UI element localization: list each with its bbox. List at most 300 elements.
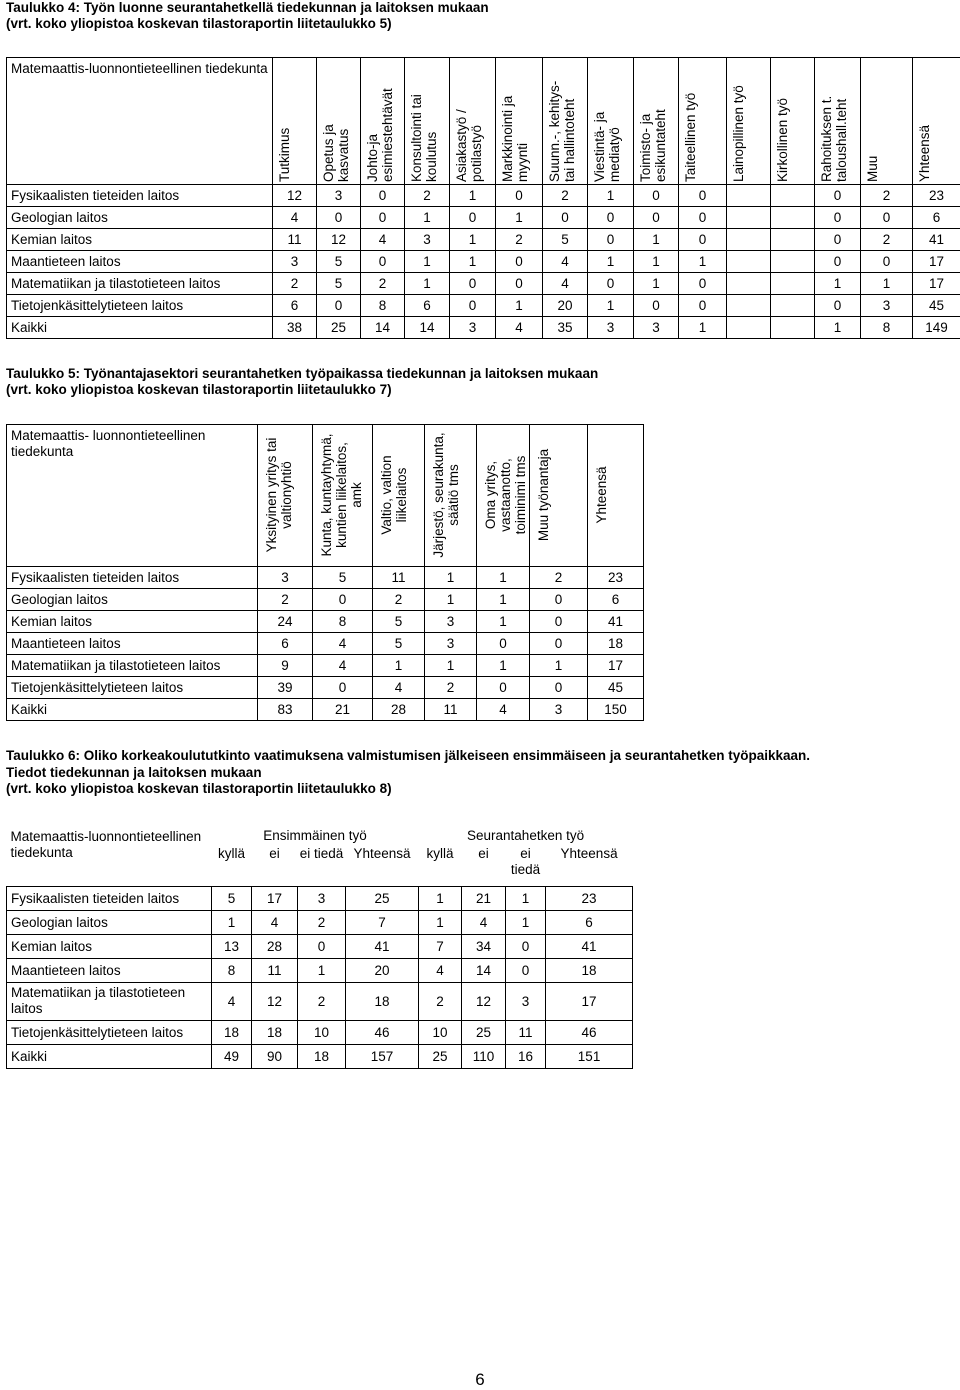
- t5-cell: 0: [313, 589, 373, 611]
- table-5: [6, 424, 644, 721]
- t5-column-header-line: säätiö tms: [446, 464, 461, 526]
- t5-cell: 1: [425, 655, 477, 677]
- t4-cell: 2: [496, 229, 543, 251]
- t4-row-label: Matematiikan ja tilastotieteen laitos: [7, 273, 273, 295]
- t6-cell: 0: [298, 934, 346, 958]
- t4-cell: 0: [361, 207, 405, 229]
- t5-row-label: Maantieteen laitos: [7, 633, 258, 655]
- t5-cell: 0: [530, 589, 588, 611]
- t4-cell: 0: [450, 273, 496, 295]
- t6-cell: 10: [419, 1020, 462, 1044]
- t5-cell: 0: [477, 677, 530, 699]
- t5-cell: 4: [313, 633, 373, 655]
- t4-column-header: [317, 58, 361, 185]
- t6-cell: 28: [252, 934, 298, 958]
- t4-cell: 12: [273, 185, 317, 207]
- t6-cell: 17: [252, 886, 298, 910]
- t4-column-header: [727, 58, 771, 185]
- t5-cell: 2: [530, 567, 588, 589]
- t4-column-header-line: Rahoituksen t.: [819, 95, 834, 182]
- t4-column-header: [861, 58, 913, 185]
- t4-column-header: [634, 58, 679, 185]
- t5-column-header-line: liikelaitos: [394, 467, 409, 523]
- t5-column-header: [425, 425, 477, 567]
- t5-cell: 2: [258, 589, 313, 611]
- t6-cell: 11: [252, 958, 298, 982]
- t5-cell: 41: [588, 611, 644, 633]
- t5-cell: 1: [477, 589, 530, 611]
- t4-cell: 25: [317, 317, 361, 339]
- t5-column-header-line: valtionyhtiö: [279, 461, 294, 529]
- t6-row-label: Tietojenkäsittelytieteen laitos: [7, 1020, 212, 1044]
- t5-cell: 0: [530, 611, 588, 633]
- table-row: [7, 229, 960, 251]
- t4-cell: 3: [861, 295, 913, 317]
- t4-cell: 0: [679, 229, 727, 251]
- t6-cell: 2: [298, 982, 346, 1020]
- t5-row-label: Fysikaalisten tieteiden laitos: [7, 567, 258, 589]
- t4-cell: 2: [861, 185, 913, 207]
- t5-cell: 6: [588, 589, 644, 611]
- t4-cell: 20: [543, 295, 588, 317]
- t5-corner-header: Matemaattis- luonnontieteellinen tiedekunta: [7, 425, 258, 567]
- table-row: [7, 185, 960, 207]
- t4-cell: 0: [861, 207, 913, 229]
- table-row: [7, 1020, 633, 1044]
- t6-cell: 4: [462, 910, 506, 934]
- t6-row-label: Matematiikan ja tilastotieteen laitos: [7, 982, 212, 1020]
- t4-row-label: Fysikaalisten tieteiden laitos: [7, 185, 273, 207]
- table-row: [7, 273, 960, 295]
- t4-cell: 1: [405, 251, 450, 273]
- t5-column-header-line: Yksityinen yritys tai: [264, 437, 279, 553]
- t5-cell: 4: [477, 699, 530, 721]
- t5-column-header-line: Oma yritys,: [483, 460, 498, 530]
- t6-cell: 5: [212, 886, 252, 910]
- t4-column-header-line: Konsultointi tai: [409, 94, 424, 182]
- t5-column-header: [373, 425, 425, 567]
- t4-column-header-line: myynti: [515, 142, 530, 182]
- t4-cell: 0: [679, 207, 727, 229]
- t5-cell: 11: [373, 567, 425, 589]
- t4-cell: [771, 273, 815, 295]
- t4-cell: 5: [543, 229, 588, 251]
- t5-caption-line2: (vrt. koko yliopistoa koskevan tilastoraportin liitetaulukko 7): [6, 382, 392, 397]
- t6-cell: 2: [419, 982, 462, 1020]
- t4-cell: [771, 251, 815, 273]
- t6-cell: 1: [506, 910, 546, 934]
- t6-cell: 11: [506, 1020, 546, 1044]
- t4-cell: 0: [815, 295, 861, 317]
- t4-cell: 0: [361, 251, 405, 273]
- t4-column-header: [405, 58, 450, 185]
- t4-cell: 6: [273, 295, 317, 317]
- t4-cell: 0: [317, 295, 361, 317]
- t4-cell: 0: [815, 229, 861, 251]
- t4-cell: 1: [815, 273, 861, 295]
- t5-cell: 8: [313, 611, 373, 633]
- t4-cell: 0: [815, 251, 861, 273]
- table-4: [6, 57, 960, 339]
- t4-cell: 0: [588, 273, 634, 295]
- t5-column-header-line: Yhteensä: [594, 466, 609, 524]
- t4-cell: 8: [861, 317, 913, 339]
- table-6: [6, 826, 633, 1069]
- t6-corner-header: Matemaattis-luonnontieteellinen tiedekunta: [10, 829, 202, 860]
- t5-row-label: Tietojenkäsittelytieteen laitos: [7, 677, 258, 699]
- t6-cell: 4: [252, 910, 298, 934]
- t6-subheader: Yhteensä: [560, 846, 618, 861]
- t5-cell: 3: [530, 699, 588, 721]
- t4-cell: 6: [405, 295, 450, 317]
- t6-group-first-job: Ensimmäinen työ: [263, 828, 367, 843]
- t4-cell: 0: [496, 273, 543, 295]
- t4-cell: 1: [496, 207, 543, 229]
- t4-column-header-line: Lainopillinen työ: [731, 85, 746, 182]
- t4-cell: 1: [815, 317, 861, 339]
- t6-row-label: Kemian laitos: [7, 934, 212, 958]
- t4-cell: 23: [913, 185, 960, 207]
- t4-cell: 17: [913, 251, 960, 273]
- t6-cell: 18: [212, 1020, 252, 1044]
- t5-cell: 6: [258, 633, 313, 655]
- t6-row-label: Fysikaalisten tieteiden laitos: [7, 886, 212, 910]
- t6-cell: 34: [462, 934, 506, 958]
- t5-cell: 5: [313, 567, 373, 589]
- t4-column-header-line: kasvatus: [336, 128, 351, 182]
- t4-cell: 3: [588, 317, 634, 339]
- t5-cell: 83: [258, 699, 313, 721]
- t4-cell: 1: [679, 251, 727, 273]
- table-row: [7, 589, 644, 611]
- t4-cell: 4: [496, 317, 543, 339]
- t4-column-header: [913, 58, 960, 185]
- t6-cell: 7: [346, 910, 419, 934]
- t6-cell: 3: [298, 886, 346, 910]
- t5-column-header: [313, 425, 373, 567]
- t4-cell: [727, 185, 771, 207]
- t6-subheader: ei tiedä: [510, 846, 541, 877]
- t4-cell: 1: [405, 207, 450, 229]
- t5-cell: 21: [313, 699, 373, 721]
- t5-cell: 1: [425, 567, 477, 589]
- t4-cell: 0: [634, 295, 679, 317]
- t4-caption-line2: (vrt. koko yliopistoa koskevan tilastoraportin liitetaulukko 5): [6, 16, 392, 31]
- t6-cell: 90: [252, 1044, 298, 1068]
- table-row: [7, 934, 633, 958]
- table-row: [7, 699, 644, 721]
- t4-cell: 0: [543, 207, 588, 229]
- t4-cell: 1: [450, 185, 496, 207]
- t6-cell: 1: [298, 958, 346, 982]
- t6-cell: 1: [212, 910, 252, 934]
- t4-cell: 41: [913, 229, 960, 251]
- t4-cell: 0: [450, 295, 496, 317]
- page-number: 6: [475, 1370, 485, 1389]
- t6-row-label: Geologian laitos: [7, 910, 212, 934]
- t6-cell: 1: [506, 886, 546, 910]
- t6-row-label: Kaikki: [7, 1044, 212, 1068]
- t6-cell: 25: [346, 886, 419, 910]
- t4-cell: 38: [273, 317, 317, 339]
- t4-column-header: [496, 58, 543, 185]
- t5-cell: 1: [477, 655, 530, 677]
- t4-cell: [771, 317, 815, 339]
- t6-cell: 49: [212, 1044, 252, 1068]
- t6-group-current-job: Seurantahetken työ: [467, 828, 585, 843]
- t6-subheader: kyllä: [217, 846, 245, 861]
- t4-column-header-line: mediatyö: [607, 127, 622, 182]
- t6-cell: 12: [252, 982, 298, 1020]
- t4-cell: 8: [361, 295, 405, 317]
- t6-cell: 7: [419, 934, 462, 958]
- t4-cell: 35: [543, 317, 588, 339]
- t5-cell: 1: [530, 655, 588, 677]
- t5-column-header: [588, 425, 644, 567]
- t6-cell: 1: [419, 886, 462, 910]
- t4-cell: [727, 229, 771, 251]
- t6-row-label: Maantieteen laitos: [7, 958, 212, 982]
- table-row: [7, 611, 644, 633]
- table-row: [7, 655, 644, 677]
- t6-subheader: ei: [478, 846, 489, 861]
- t4-column-header-line: Tutkimus: [277, 127, 292, 182]
- t5-cell: 3: [425, 633, 477, 655]
- t4-cell: 0: [679, 273, 727, 295]
- t5-cell: 2: [425, 677, 477, 699]
- table-row: [7, 982, 633, 1020]
- t4-column-header-line: tai hallintoteht: [562, 98, 577, 182]
- t6-cell: 0: [506, 958, 546, 982]
- t4-cell: 0: [317, 207, 361, 229]
- t6-cell: 41: [346, 934, 419, 958]
- t6-cell: 23: [546, 886, 633, 910]
- t4-cell: 5: [317, 273, 361, 295]
- t4-cell: 12: [317, 229, 361, 251]
- t5-row-label: Geologian laitos: [7, 589, 258, 611]
- t4-cell: 3: [405, 229, 450, 251]
- t4-cell: 2: [861, 229, 913, 251]
- t4-corner-header: Matemaattis-luonnontieteellinen tiedekunta: [7, 58, 273, 185]
- t4-cell: [727, 251, 771, 273]
- t4-cell: [727, 317, 771, 339]
- t4-caption-line1: Taulukko 4: Työn luonne seurantahetkellä tiedekunnan ja laitoksen mukaan: [6, 0, 489, 15]
- t4-cell: [727, 207, 771, 229]
- t6-subheader: kyllä: [426, 846, 454, 861]
- t4-cell: 0: [815, 207, 861, 229]
- t6-cell: 4: [419, 958, 462, 982]
- t4-column-header-line: Markkinointi ja: [500, 95, 515, 182]
- t4-column-header: [588, 58, 634, 185]
- t6-caption-line3: (vrt. koko yliopistoa koskevan tilastoraportin liitetaulukko 8): [6, 781, 392, 796]
- t6-cell: 10: [298, 1020, 346, 1044]
- t4-column-header-line: Taiteellinen työ: [683, 92, 698, 182]
- t5-cell: 4: [313, 655, 373, 677]
- t4-cell: 14: [405, 317, 450, 339]
- t4-column-header-line: esikuntateht: [653, 109, 668, 182]
- t5-cell: 0: [530, 633, 588, 655]
- t5-cell: 1: [425, 589, 477, 611]
- t5-cell: 0: [477, 633, 530, 655]
- t4-cell: 1: [588, 185, 634, 207]
- t4-cell: 0: [450, 207, 496, 229]
- t6-cell: 151: [546, 1044, 633, 1068]
- t4-cell: 1: [450, 229, 496, 251]
- t5-cell: 23: [588, 567, 644, 589]
- t4-cell: 1: [679, 317, 727, 339]
- t4-row-label: Kemian laitos: [7, 229, 273, 251]
- t5-cell: 1: [373, 655, 425, 677]
- t6-cell: 46: [546, 1020, 633, 1044]
- t6-cell: 14: [462, 958, 506, 982]
- t5-cell: 28: [373, 699, 425, 721]
- t5-column-header-line: amk: [349, 482, 364, 508]
- table-row: [7, 958, 633, 982]
- t4-cell: 3: [450, 317, 496, 339]
- t6-caption-line2: Tiedot tiedekunnan ja laitoksen mukaan: [6, 765, 262, 780]
- t4-cell: 0: [679, 185, 727, 207]
- t5-column-header-line: Muu työnantaja: [536, 448, 551, 542]
- t4-cell: 0: [634, 207, 679, 229]
- t4-column-header: [679, 58, 727, 185]
- t4-row-label: Tietojenkäsittelytieteen laitos: [7, 295, 273, 317]
- t6-cell: 18: [252, 1020, 298, 1044]
- t4-column-header: [273, 58, 317, 185]
- t4-cell: 4: [273, 207, 317, 229]
- t6-cell: 8: [212, 958, 252, 982]
- t5-cell: 3: [425, 611, 477, 633]
- t4-column-header: [450, 58, 496, 185]
- t6-cell: 21: [462, 886, 506, 910]
- table-row: [7, 295, 960, 317]
- t6-cell: 3: [506, 982, 546, 1020]
- t4-column-header-line: potilastyö: [469, 124, 484, 182]
- t4-row-label: Kaikki: [7, 317, 273, 339]
- t5-cell: 39: [258, 677, 313, 699]
- t4-column-header: [815, 58, 861, 185]
- t4-cell: 1: [588, 295, 634, 317]
- t5-cell: 45: [588, 677, 644, 699]
- t4-cell: 17: [913, 273, 960, 295]
- t6-cell: 110: [462, 1044, 506, 1068]
- t6-cell: 13: [212, 934, 252, 958]
- table-row: [7, 1044, 633, 1068]
- t4-column-header-line: Toimisto- ja: [638, 113, 653, 182]
- t4-cell: 1: [450, 251, 496, 273]
- t5-column-header-line: Järjestö, seurakunta,: [431, 432, 446, 558]
- t4-column-header: [771, 58, 815, 185]
- t5-column-header: [530, 425, 588, 567]
- t4-cell: 1: [496, 295, 543, 317]
- t6-cell: 17: [546, 982, 633, 1020]
- t5-column-header: [477, 425, 530, 567]
- t4-row-label: Maantieteen laitos: [7, 251, 273, 273]
- t4-cell: 0: [634, 185, 679, 207]
- t6-cell: 157: [346, 1044, 419, 1068]
- t4-cell: [727, 295, 771, 317]
- t5-cell: 2: [373, 589, 425, 611]
- t5-cell: 17: [588, 655, 644, 677]
- t4-column-header-line: esimiestehtävät: [380, 88, 395, 182]
- t4-cell: 1: [588, 251, 634, 273]
- t4-cell: 0: [588, 229, 634, 251]
- t4-column-header-line: taloushall.teht: [834, 98, 849, 182]
- t6-cell: 18: [298, 1044, 346, 1068]
- t4-column-header-line: koulutus: [424, 131, 439, 182]
- t5-row-label: Matematiikan ja tilastotieteen laitos: [7, 655, 258, 677]
- t4-column-header-line: Viestintä- ja: [592, 111, 607, 182]
- table-row: [7, 677, 644, 699]
- t6-cell: 46: [346, 1020, 419, 1044]
- t5-cell: 4: [373, 677, 425, 699]
- t6-cell: 18: [346, 982, 419, 1020]
- t4-cell: 1: [634, 229, 679, 251]
- table-row: [7, 251, 960, 273]
- t4-cell: 1: [634, 251, 679, 273]
- t5-cell: 0: [530, 677, 588, 699]
- t6-cell: 18: [546, 958, 633, 982]
- t4-column-header-line: Opetus ja: [321, 124, 336, 182]
- table-row: [7, 886, 633, 910]
- t4-cell: 0: [588, 207, 634, 229]
- t5-row-label: Kemian laitos: [7, 611, 258, 633]
- t4-cell: 1: [405, 273, 450, 295]
- t4-cell: 5: [317, 251, 361, 273]
- t4-cell: 1: [861, 273, 913, 295]
- t5-cell: 11: [425, 699, 477, 721]
- t4-cell: 0: [679, 295, 727, 317]
- t4-cell: 2: [405, 185, 450, 207]
- t5-caption-line1: Taulukko 5: Työnantajasektori seurantahetken työpaikassa tiedekunnan ja laitoksen mukaan: [6, 366, 599, 381]
- table-row: [7, 207, 960, 229]
- t5-column-header-line: vastaanotto,: [498, 458, 513, 532]
- t4-cell: 2: [273, 273, 317, 295]
- t6-cell: 6: [546, 910, 633, 934]
- t6-cell: 4: [212, 982, 252, 1020]
- t4-cell: [771, 229, 815, 251]
- t4-column-header-line: Johto-ja: [365, 133, 380, 182]
- t4-cell: 4: [361, 229, 405, 251]
- t4-column-header: [361, 58, 405, 185]
- t5-column-header-line: toiminimi tms: [513, 455, 528, 535]
- table-row: [7, 567, 644, 589]
- t5-cell: 1: [477, 567, 530, 589]
- t5-row-label: Kaikki: [7, 699, 258, 721]
- t4-column-header-line: Yhteensä: [917, 124, 932, 182]
- table-row: [7, 910, 633, 934]
- t5-column-header-line: Kunta, kuntayhtymä,: [319, 433, 334, 557]
- t4-row-label: Geologian laitos: [7, 207, 273, 229]
- t4-cell: 11: [273, 229, 317, 251]
- t4-cell: [771, 295, 815, 317]
- t6-cell: 1: [419, 910, 462, 934]
- t5-cell: 1: [477, 611, 530, 633]
- t5-cell: 0: [313, 677, 373, 699]
- t4-cell: 3: [273, 251, 317, 273]
- t6-cell: 16: [506, 1044, 546, 1068]
- t5-column-header-line: Valtio, valtion: [379, 455, 394, 535]
- t5-cell: 9: [258, 655, 313, 677]
- t6-caption-line1: Taulukko 6: Oliko korkeakoulututkinto vaatimuksena valmistumisen jälkeiseen ensimmäiseen ja seurantahetken työpaikkaan.: [6, 748, 811, 763]
- t6-cell: 41: [546, 934, 633, 958]
- t6-cell: 12: [462, 982, 506, 1020]
- t6-cell: 20: [346, 958, 419, 982]
- t4-column-header-line: Muu: [865, 155, 880, 182]
- t4-cell: 3: [634, 317, 679, 339]
- t4-cell: 3: [317, 185, 361, 207]
- t5-column-header: [258, 425, 313, 567]
- t4-cell: [771, 207, 815, 229]
